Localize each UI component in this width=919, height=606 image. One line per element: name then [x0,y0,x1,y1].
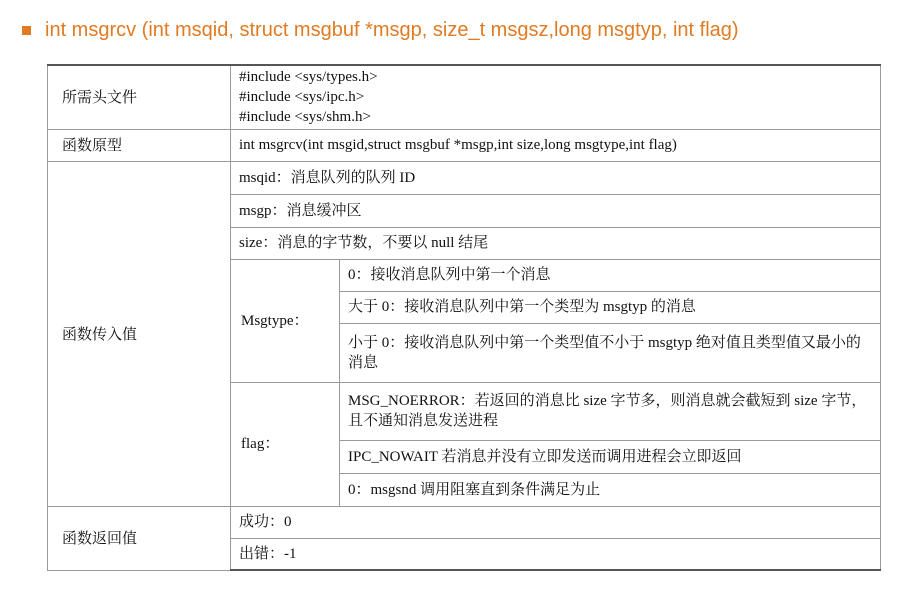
msgrcv-spec-table [47,64,881,571]
return-error: 出错：-1 [231,538,881,570]
msgtype-option: 大于 0：接收消息队列中第一个类型为 msgtyp 的消息 [340,291,881,323]
headers-row [48,65,881,129]
params-label: 函数传入值 [48,161,231,506]
return-success-row [48,506,881,538]
include-shm: #include <sys/shm.h> [239,109,371,126]
param-msqid-row [48,161,881,194]
msgtype-label: Msgtype： [231,259,340,382]
flag-option: IPC_NOWAIT 若消息并没有立即发送而调用进程会立即返回 [340,440,881,473]
msgtype-option: 小于 0：接收消息队列中第一个类型值不小于 msgtyp 绝对值且类型值又最小的消息 [340,323,881,382]
prototype-row [48,129,881,161]
flag-label: flag： [231,382,340,506]
param-size: size：消息的字节数，不要以 null 结尾 [231,227,881,259]
param-msqid: msqid：消息队列的队列 ID [231,161,881,194]
function-signature: int msgrcv (int msqid, struct msgbuf *msgp, size_t msgsz,long msgtyp, int flag) [45,18,739,41]
slide-heading [22,10,739,50]
include-ipc: #include <sys/ipc.h> [239,89,365,106]
return-label: 函数返回值 [48,506,231,570]
prototype-value: int msgrcv(int msgid,struct msgbuf *msgp,int size,long msgtype,int flag) [231,129,881,161]
return-success: 成功：0 [231,506,881,538]
prototype-label: 函数原型 [48,129,231,161]
square-bullet-icon [22,26,31,35]
msgtype-option: 0：接收消息队列中第一个消息 [340,259,881,291]
include-types: #include <sys/types.h> [239,69,378,86]
headers-label: 所需头文件 [48,65,231,129]
flag-option: 0：msgsnd 调用阻塞直到条件满足为止 [340,473,881,506]
flag-option: MSG_NOERROR：若返回的消息比 size 字节多，则消息就会截短到 size 字节，且不通知消息发送进程 [340,382,881,440]
param-msgp: msgp：消息缓冲区 [231,194,881,227]
headers-value [231,65,881,129]
